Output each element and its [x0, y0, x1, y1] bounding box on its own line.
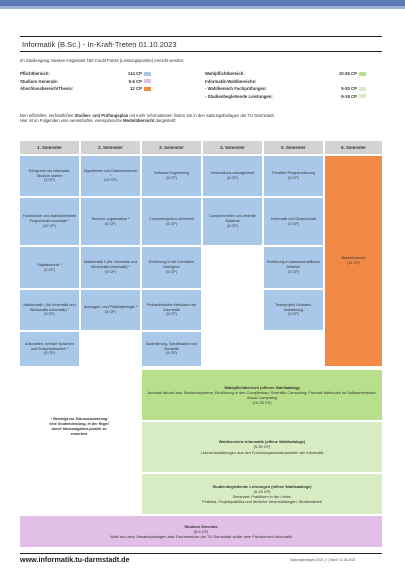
module-computernetze: Computernetze und verteilte Systeme (5 CP)	[203, 198, 262, 245]
semester-header-3: 3. Semester	[142, 141, 201, 154]
module-mathematik-2: Mathematik II (für Informatik und Wirtschafts-informatik) * (9 CP)	[81, 247, 140, 288]
credit-row	[205, 78, 375, 86]
credit-color-swatch	[144, 72, 151, 76]
credit-label: Informatik-Wahlbereiche:	[205, 78, 257, 84]
credit-label: - Wahlbereich Fachprüfungen:	[205, 86, 267, 91]
credit-label: - Studienbegleitende Leistungen:	[205, 93, 273, 99]
module-wissenschaftliches-arbeiten: Einführung in wissenschaftliches Arbeiten (3 CP)	[264, 247, 323, 288]
module-digitaltechnik: Digitaltechnik * (5 CP)	[20, 247, 79, 288]
credit-color-swatch	[359, 94, 366, 98]
intro-text: Im Studiengang müssen insgesamt 180 Credit Points (Leistungspunkte) erreicht werden:	[20, 58, 185, 63]
credit-value: 114 CP	[127, 71, 142, 76]
credit-label: Wahlpflichtbereich:	[205, 71, 245, 76]
module-mathematik-1: Mathematik I (für Informatik und Wirtschafts-informatik) * (9 CP)	[20, 290, 79, 330]
wahlbereiche-informatik: Wahlbereiche Informatik (offene Wahlkataloge) (5-30 CP) Lehrveranstaltungen aus den Forschungsschwerpunkten der Informatik	[142, 422, 382, 472]
footer-meta: Satzungsbeilagen 2023_II | Stand: 11.08.2023	[290, 558, 356, 562]
module-erfolgreich-starten: Erfolgreich ins Informatik-Studium starten (3 CP)	[20, 156, 79, 196]
studium-generale: Studium Generale (5-6 CP) Wahl aus dem Gesamtkatalogen aller Fachbereiche der TU Darmstadt außer dem Fachbereich Informatik	[20, 516, 382, 547]
credit-row	[205, 93, 375, 101]
credit-value: 5-30 CP	[341, 86, 357, 91]
footer-url[interactable]: www.informatik.tu-darmstadt.de	[20, 555, 130, 564]
credit-value: 12 CP	[130, 86, 142, 91]
module-teamprojekt: Teamprojekt Software-entwicklung (9 CP)	[264, 290, 323, 330]
module-rechnerorganisation: Rechner-organisation * (5 CP)	[81, 198, 140, 245]
credit-row	[20, 70, 170, 78]
credit-label: Abschlussbereich/Thesis:	[20, 86, 74, 91]
header-band-light	[0, 6, 405, 9]
module-bachelorarbeit: Bachelorarbeit (12 CP)	[325, 156, 382, 366]
exam-admission-note: * Benötigt zur Klausurzulassung eine Studienleistung, in der Regel durch Hausaufgaben-punkte zu erwerben	[20, 397, 138, 457]
module-computersystemsicherheit: Computersystem-sicherheit (5 CP)	[142, 198, 201, 245]
module-modellierung: Modellierung, Spezifikation und Semantik (5 CP)	[142, 332, 201, 366]
module-algorithmen: Algorithmen und Datenstrukturen * (10 CP)	[81, 156, 140, 196]
credit-row	[205, 85, 375, 93]
official-plan-note: Den offiziellen, verbindlichen Studien- und Prüfungsplan mit mehr Informationen finden Sie in den Satzungsbeilagen der TU Darmstadt. Hier ist im Folgenden eine vereinfachte, exemplarische Modulübersicht dargestellt:	[20, 113, 275, 124]
page-title: Informatik (B.Sc.) - In-Kraft-Treten 01.10.2023	[20, 36, 382, 52]
credit-color-swatch	[359, 72, 366, 76]
credit-value: 9-18 CP	[341, 93, 357, 99]
module-automaten: Automaten, formale Sprachen und Entscheidbarkeit * (5 CP)	[20, 332, 79, 366]
module-logik: Aussagen- und Prädikatenlogik * (5 CP)	[81, 290, 140, 330]
credit-value: 10-35 CP	[338, 71, 357, 76]
module-probabilistische-methoden: Probabilistische Methoden der Informatik (5 CP)	[142, 290, 201, 330]
module-informatik-gesellschaft: Informatik und Gesellschaft (3 CP)	[264, 198, 323, 245]
credit-row	[205, 70, 375, 78]
credit-label: Studium Generale:	[20, 78, 59, 84]
credits-right	[205, 70, 375, 102]
semester-header-1: 1. Semester	[20, 141, 79, 154]
module-fop: Funktionale und objektorientierte Programmier-konzepte * (10 CP)	[20, 198, 79, 245]
module-parallele-programmierung: Parallele Programmierung (5 CP)	[264, 156, 323, 196]
credit-color-swatch	[359, 87, 366, 91]
semester-header-6: 6. Semester	[325, 141, 382, 154]
semester-header-5: 5. Semester	[264, 141, 323, 154]
module-overview-grid	[20, 141, 382, 540]
semester-header-4: 4. Semester	[203, 141, 262, 154]
semester-header-2: 2. Semester	[81, 141, 140, 154]
credit-color-swatch	[144, 79, 151, 83]
credit-value: 5-6 CP	[128, 78, 142, 84]
module-ki: Einführung in die Künstliche Intelligenz (5 CP)	[142, 247, 201, 288]
credit-row	[20, 78, 170, 86]
module-software-engineering: Software Engineering (5 CP)	[142, 156, 201, 196]
module-informationsmanagement: Informations-management (5 CP)	[203, 156, 262, 196]
studienbegleitende-leistungen: Studienbegleitende Leistungen (offene Wahlkataloge) (9-18 CP) Seminare; Praktikum in der Lehre; Praktika, Projektpraktika und ähnliche Veranstaltungen; Studienarbeit	[142, 474, 382, 514]
footer-rule	[20, 553, 382, 554]
credit-color-swatch	[144, 87, 151, 91]
credit-row	[20, 85, 170, 93]
credits-left	[20, 70, 170, 94]
wahlpflichtbereich: Wahlpflichtbereich (offener Wahlkatalog) Auswahl aktuell aus: Betriebssysteme; Einführung in den Compilerbau; Scientific Computing; Formale Methoden im Softwareentwurf; Visual Computing (10-35 CP)	[142, 370, 382, 420]
credit-label: Pflichtbereich:	[20, 71, 50, 76]
